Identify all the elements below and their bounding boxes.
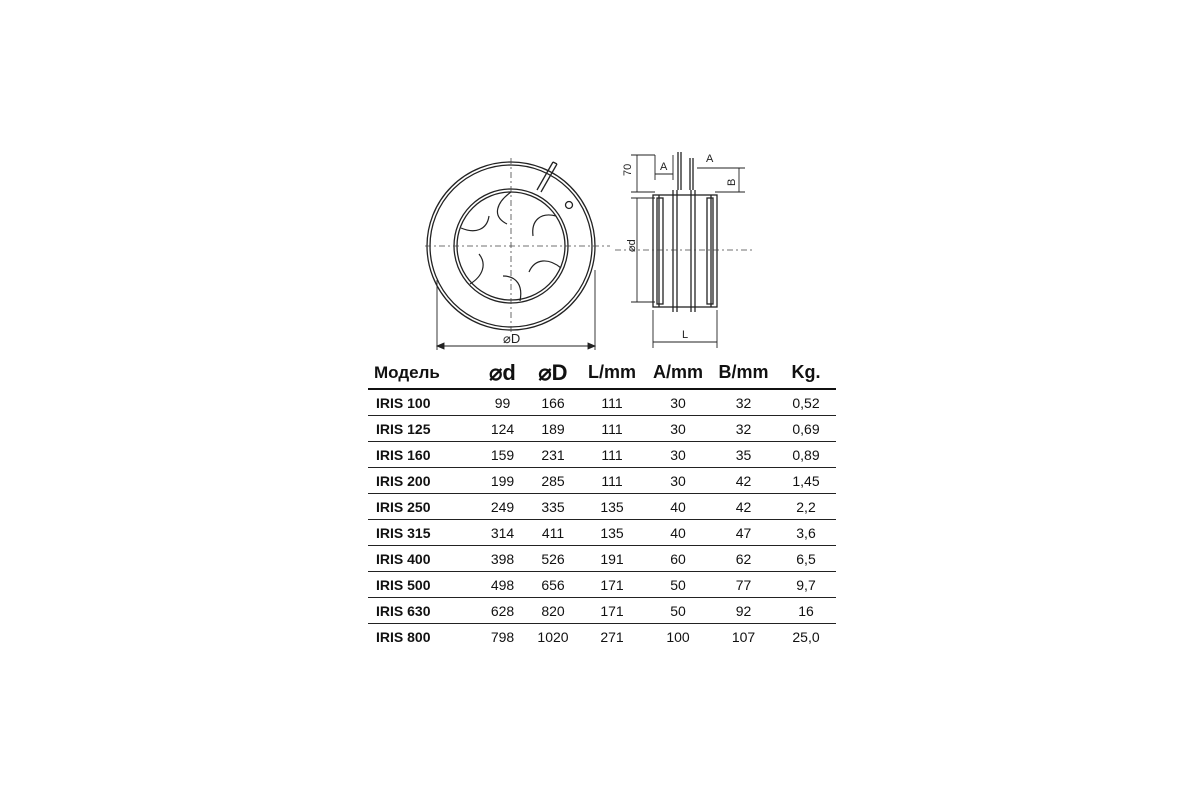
cell-D: 526	[527, 546, 579, 572]
table-row	[368, 572, 836, 598]
cell-model: IRIS 500	[368, 572, 478, 598]
label-B: B	[726, 178, 738, 186]
table-row	[368, 598, 836, 624]
label-L: L	[682, 329, 689, 341]
side-view-drawing	[615, 140, 755, 355]
table-row	[368, 520, 836, 546]
cell-d: 159	[478, 442, 527, 468]
cell-kg: 3,6	[776, 520, 836, 546]
cell-A: 40	[645, 520, 711, 546]
cell-L: 171	[579, 572, 645, 598]
cell-B: 42	[711, 468, 776, 494]
cell-B: 62	[711, 546, 776, 572]
cell-model: IRIS 800	[376, 628, 431, 645]
header-B: B/mm	[711, 357, 776, 389]
cell-B: 77	[711, 572, 776, 598]
cell-kg: 1,45	[776, 468, 836, 494]
cell-A: 30	[645, 468, 711, 494]
table-row	[368, 468, 836, 494]
specifications-table	[368, 357, 836, 649]
label-d: ⌀d	[626, 239, 638, 252]
cell-d: 314	[478, 520, 527, 546]
cell-A: 30	[645, 442, 711, 468]
front-view-drawing	[425, 150, 610, 355]
table-row	[368, 494, 836, 520]
cell-d: 124	[478, 416, 527, 442]
label-A-left: A	[660, 161, 668, 173]
left-spigot	[657, 198, 663, 304]
cell-kg: 6,5	[776, 546, 836, 572]
cell-d: 798	[490, 628, 515, 645]
cell-L: 111	[579, 468, 645, 494]
cell-kg: 25,0	[792, 628, 820, 645]
header-A: A/mm	[645, 357, 711, 389]
cell-D: 231	[527, 442, 579, 468]
cell-model: IRIS 125	[368, 416, 478, 442]
cell-d: 99	[478, 389, 527, 416]
header-kg: Kg.	[776, 357, 836, 389]
cell-A: 40	[645, 494, 711, 520]
cell-D: 656	[527, 572, 579, 598]
cell-d: 628	[478, 598, 527, 624]
label-D: ⌀D	[503, 331, 521, 346]
cell-d: 199	[478, 468, 527, 494]
cell-model: IRIS 160	[368, 442, 478, 468]
cell-kg: 16	[776, 598, 836, 624]
adjust-knob	[566, 202, 573, 209]
cell-L: 135	[579, 494, 645, 520]
cell-L: 135	[579, 520, 645, 546]
cell-B: 92	[711, 598, 776, 624]
cell-B: 107	[731, 628, 756, 645]
cell-A: 100	[666, 628, 690, 645]
cell-A: 50	[645, 572, 711, 598]
cell-model: IRIS 250	[368, 494, 478, 520]
cell-L: 191	[579, 546, 645, 572]
cell-kg: 2,2	[776, 494, 836, 520]
table-row	[368, 442, 836, 468]
cell-model: IRIS 630	[368, 598, 478, 624]
cell-L: 271	[600, 628, 624, 645]
table-row	[368, 416, 836, 442]
cell-d: 398	[478, 546, 527, 572]
cell-A: 50	[645, 598, 711, 624]
cell-kg: 9,7	[776, 572, 836, 598]
cell-A: 60	[645, 546, 711, 572]
table-row	[368, 624, 836, 650]
cell-d: 249	[478, 494, 527, 520]
table-row	[368, 546, 836, 572]
cell-L: 111	[579, 416, 645, 442]
cell-D: 820	[527, 598, 579, 624]
cell-D: 189	[527, 416, 579, 442]
cell-kg: 0,89	[776, 442, 836, 468]
cell-L: 171	[579, 598, 645, 624]
cell-B: 32	[711, 416, 776, 442]
cell-D: 1020	[537, 628, 569, 645]
cell-B: 35	[711, 442, 776, 468]
table-row	[368, 389, 836, 416]
cell-A: 30	[645, 389, 711, 416]
cell-kg: 0,52	[776, 389, 836, 416]
cell-B: 32	[711, 389, 776, 416]
cell-A: 30	[645, 416, 711, 442]
cell-d: 498	[478, 572, 527, 598]
cell-model: IRIS 400	[368, 546, 478, 572]
cell-model: IRIS 315	[368, 520, 478, 546]
cell-L: 111	[579, 442, 645, 468]
cell-B: 47	[711, 520, 776, 546]
cell-D: 335	[527, 494, 579, 520]
label-A-right: A	[706, 153, 714, 165]
header-model: Модель	[368, 357, 478, 389]
label-70: 70	[622, 163, 634, 176]
right-spigot	[707, 198, 713, 304]
cell-D: 411	[527, 520, 579, 546]
header-L: L/mm	[579, 357, 645, 389]
table-header-row	[368, 357, 836, 389]
header-D: ⌀D	[527, 357, 579, 389]
cell-model: IRIS 100	[368, 389, 478, 416]
cell-model: IRIS 200	[368, 468, 478, 494]
cell-D: 285	[527, 468, 579, 494]
center-lines	[425, 158, 610, 335]
cell-kg: 0,69	[776, 416, 836, 442]
cell-B: 42	[711, 494, 776, 520]
cell-D: 166	[527, 389, 579, 416]
cell-L: 111	[579, 389, 645, 416]
header-d: ⌀d	[478, 357, 527, 389]
